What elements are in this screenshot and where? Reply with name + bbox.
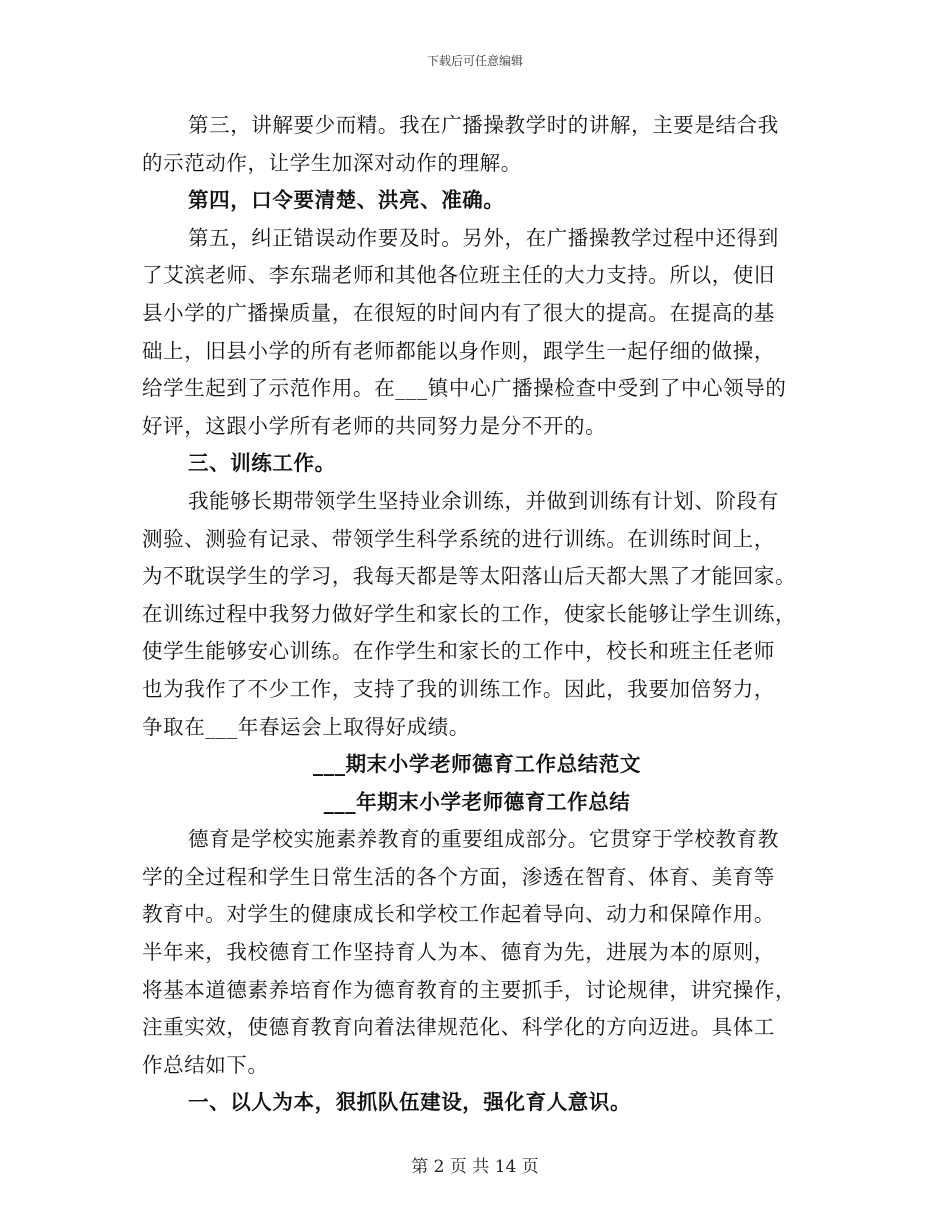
paragraph-line: 也为我作了不少工作，支持了我的训练工作。因此，我要加倍努力， <box>142 676 775 701</box>
document-subtitle: ___年期末小学老师德育工作总结 <box>323 789 631 814</box>
paragraph-line: 教育中。对学生的健康成长和学校工作起着导向、动力和保障作用。 <box>142 902 775 927</box>
paragraph-line: 给学生起到了示范作用。在___镇中心广播操检查中受到了中心领导的 <box>142 376 787 401</box>
paragraph-line: 使学生能够安心训练。在作学生和家长的工作中，校长和班主任老师 <box>142 639 775 664</box>
paragraph-line: 德育是学校实施素养教育的重要组成部分。它贯穿于学校教育教 <box>188 827 779 852</box>
paragraph-line: 我能够长期带领学生坚持业余训练，并做到训练有计划、阶段有 <box>188 488 779 513</box>
paragraph-line: 第三，讲解要少而精。我在广播操教学时的讲解，主要是结合我 <box>188 113 779 137</box>
paragraph-line: 础上，旧县小学的所有老师都能以身作则，跟学生一起仔细的做操， <box>142 338 775 363</box>
paragraph-line: 在训练过程中我努力做好学生和家长的工作，使家长能够让学生训练， <box>142 601 797 626</box>
paragraph-line: 半年来，我校德育工作坚持育人为本、德育为先，进展为本的原则， <box>142 940 775 965</box>
paragraph-line: 县小学的广播操质量，在很短的时间内有了很大的提高。在提高的基 <box>142 300 775 325</box>
bold-paragraph-line: 第四，口令要清楚、洪亮、准确。 <box>188 188 505 213</box>
paragraph-line: 将基本道德素养培育作为德育教育的主要抓手，讨论规律，讲究操作， <box>142 977 797 1002</box>
paragraph-line: 学的全过程和学生日常生活的各个方面，渗透在智育、体育、美育等 <box>142 864 775 889</box>
paragraph-line: 为不耽误学生的学习，我每天都是等太阳落山后天都大黑了才能回家。 <box>142 564 797 589</box>
paragraph-line: 了艾滨老师、李东瑞老师和其他各位班主任的大力支持。所以，使旧 <box>142 263 775 288</box>
paragraph-line: 第五，纠正错误动作要及时。另外，在广播操教学过程中还得到 <box>188 225 779 250</box>
header-note: 下载后可任意编辑 <box>426 54 523 68</box>
paragraph-line: 作总结如下。 <box>142 1052 269 1077</box>
section-heading: 一、以人为本，狠抓队伍建设，强化育人意识。 <box>188 1090 632 1115</box>
paragraph-line: 好评，这跟小学所有老师的共同努力是分不开的。 <box>142 413 607 438</box>
document-title: ___期末小学老师德育工作总结范文 <box>313 752 641 777</box>
section-heading: 三、训练工作。 <box>188 451 336 476</box>
paragraph-line: 争取在___年春运会上取得好成绩。 <box>142 714 470 739</box>
paragraph-line: 的示范动作，让学生加深对动作的理解。 <box>142 150 522 175</box>
paragraph-line: 测验、测验有记录、带领学生科学系统的进行训练。在训练时间上， <box>142 526 775 551</box>
page-number-footer: 第 2 页 共 14 页 <box>411 1157 539 1177</box>
document-body <box>142 107 812 1122</box>
paragraph-line: 注重实效，使德育教育向着法律规范化、科学化的方向迈进。具体工 <box>142 1015 775 1040</box>
